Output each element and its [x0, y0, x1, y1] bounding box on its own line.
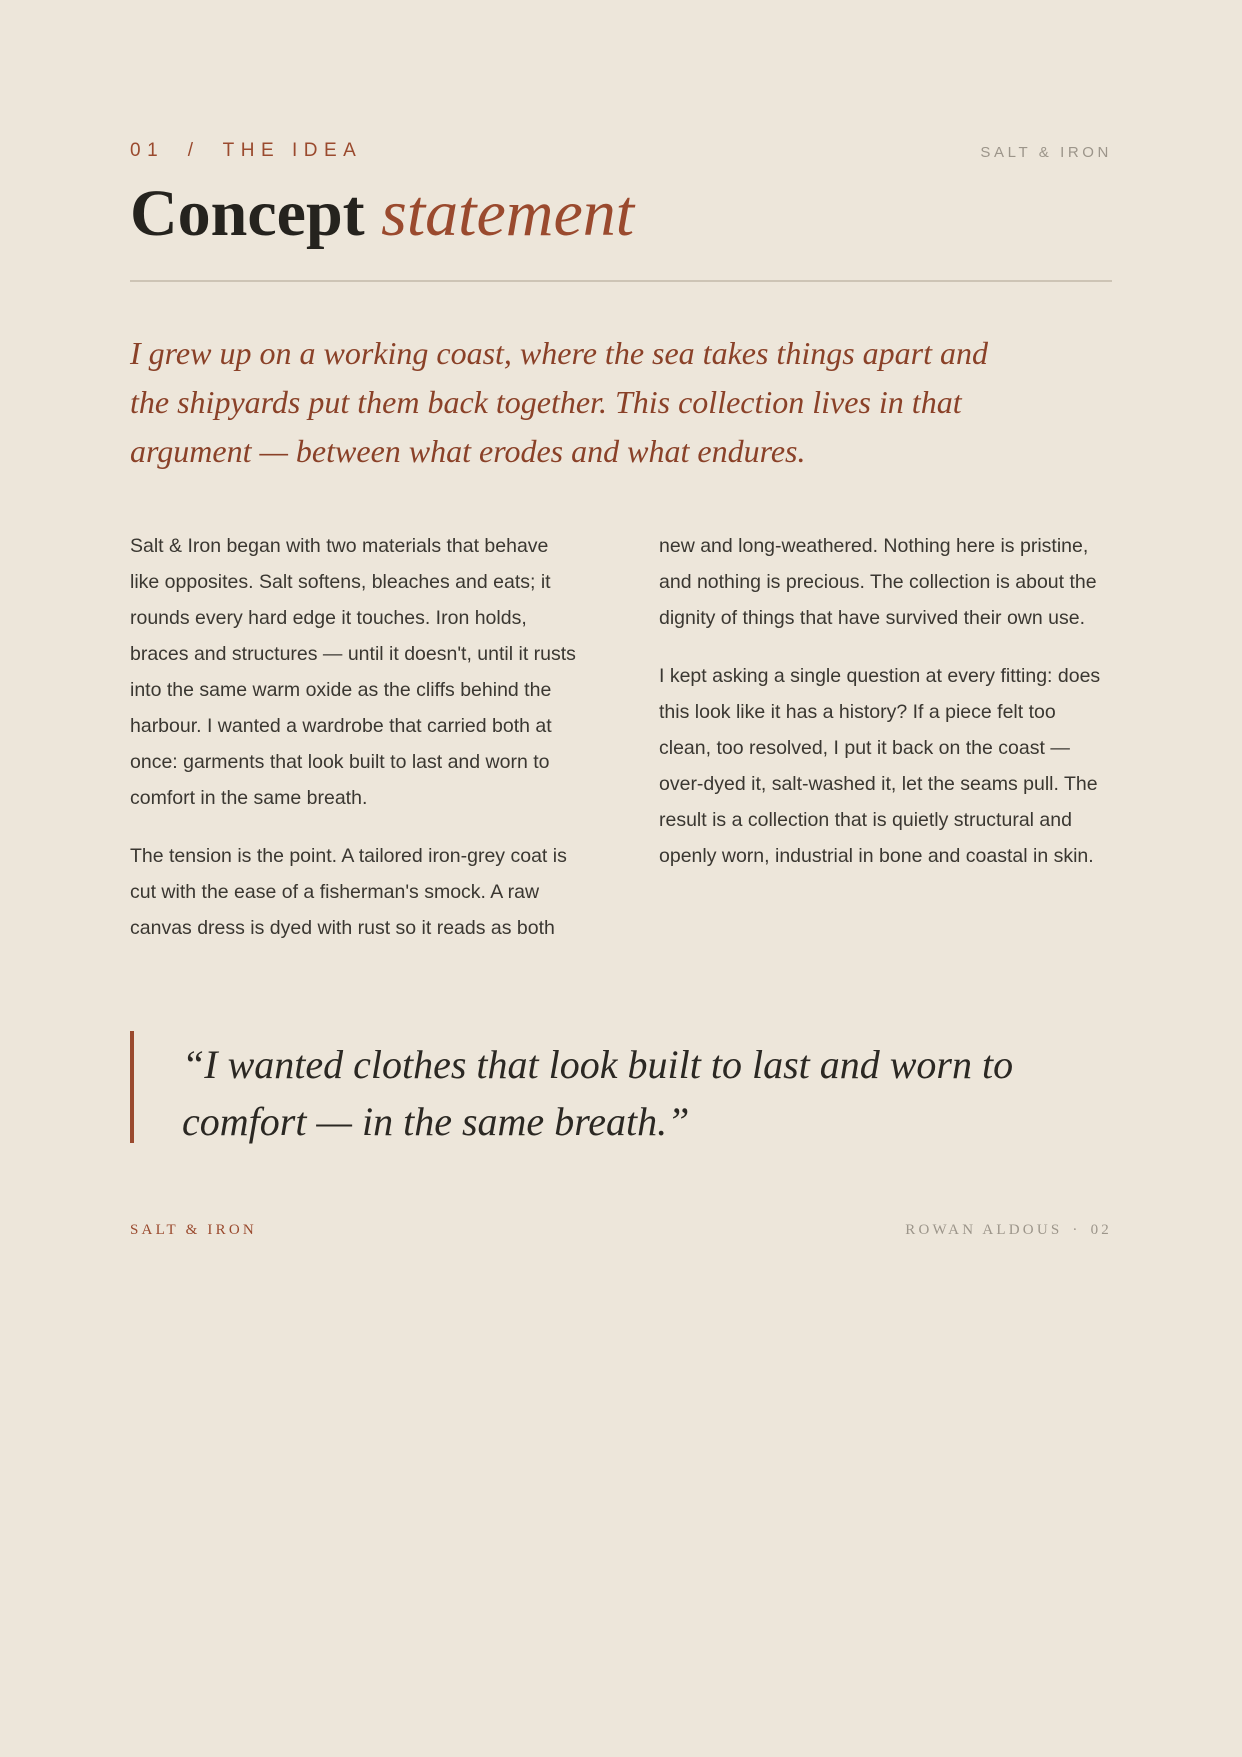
lead-paragraph: I grew up on a working coast, where the sea takes things apart and the shipyards put them back together. This collection lives in that argument — between what erodes and what endures. [130, 335, 988, 469]
footer-separator: · [1072, 1222, 1081, 1238]
body-columns [130, 528, 1112, 948]
page-title [130, 174, 634, 254]
footer-brand: SALT & IRON [130, 1222, 257, 1238]
body-paragraph: I kept asking a single question at every fitting: does this look like it has a history? If a piece felt too clean, too resolved, I put it back on the coast — over-dyed it, salt-washed it, let the seams pull. The result is a collection that is quietly structural and openly worn, industrial in bone and coastal in skin. [659, 665, 1101, 867]
section-label: 01 / THE IDEA [130, 140, 363, 161]
page-header [130, 140, 1112, 166]
body-paragraph: Salt & Iron began with two materials that behave like opposites. Salt softens, bleaches and eats; it rounds every hard edge it touches. Iron holds, braces and structures — until it doesn't, until it rusts into the same warm oxide as the cliffs behind the harbour. I wanted a wardrobe that carried both at once: garments that look built to last and worn to comfort in the same breath. [130, 535, 576, 809]
body-paragraph: The tension is the point. A tailored iron-grey coat is cut with the ease of a fisherman's smock. A raw canvas dress is dyed with rust so it reads as both new and long-weathered. Nothing here is pristine, and nothing is precious. The collection is about the dignity of things that have survived their own use. [130, 535, 1097, 939]
header-brand: SALT & IRON [980, 144, 1112, 161]
title-strong: Concept [130, 177, 365, 250]
footer-author-page [905, 1222, 1112, 1239]
pull-quote-text: “I wanted clothes that look built to last and worn to comfort — in the same breath.” [182, 1042, 1014, 1144]
footer-author: ROWAN ALDOUS [905, 1222, 1063, 1238]
title-divider [130, 280, 1112, 282]
title-accent: statement [381, 177, 635, 250]
pull-quote [130, 1031, 1112, 1143]
page-footer [130, 1222, 1112, 1242]
page-number: 02 [1090, 1222, 1112, 1238]
